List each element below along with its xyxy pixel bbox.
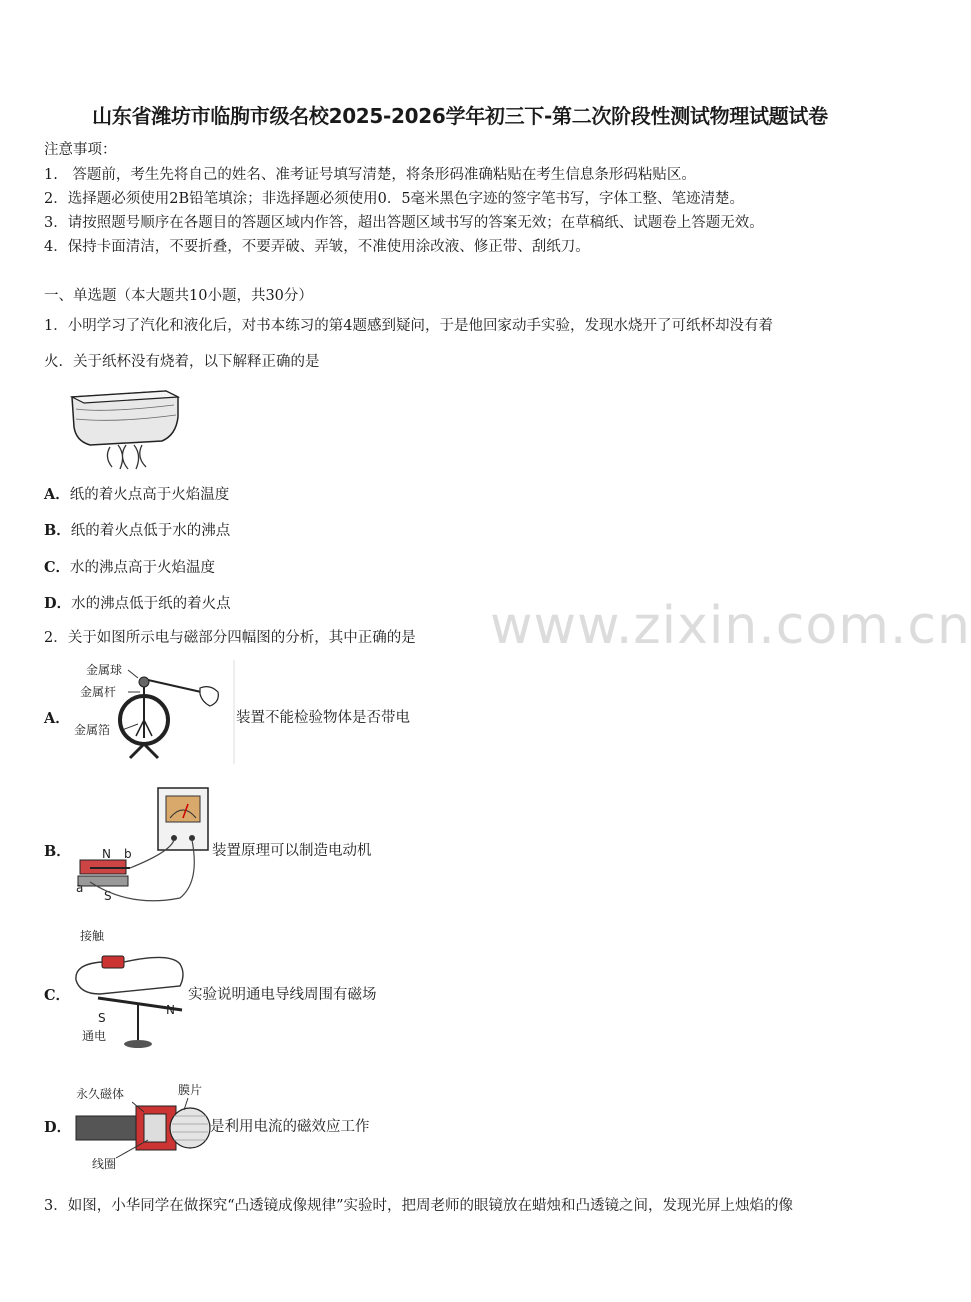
q2-option-a-label: A． <box>44 710 70 727</box>
q1-option-c[interactable] <box>44 556 215 577</box>
q2-stem: 2．关于如图所示电与磁部分四幅图的分析，其中正确的是 <box>44 630 416 646</box>
q1-option-c-text: 水的沸点高于火焰温度 <box>70 560 216 576</box>
q1-option-a-label: A． <box>44 486 70 503</box>
fig-c-label-s: S <box>98 1011 106 1025</box>
q1-option-d[interactable] <box>44 592 231 613</box>
fig-c-label-contact: 接触 <box>80 929 105 943</box>
page-title: 山东省潍坊市临朐市级名校2025-2026学年初三下-第二次阶段性测试物理试题试卷 <box>92 104 828 128</box>
watermark: www.zixin.com.cn <box>490 596 971 656</box>
q1-option-b-label: B． <box>44 522 71 539</box>
q1-option-a[interactable] <box>44 483 229 504</box>
fig-d-label-diaphragm: 膜片 <box>178 1083 203 1097</box>
q1-option-c-label: C． <box>44 559 71 576</box>
q1-stem-line1: 1．小明学习了汽化和液化后，对书本练习的第4题感到疑问，于是他回家动手实验，发现水烧开了可纸杯却没有着 <box>44 318 773 334</box>
notice-item-1: 1. 答题前，考生先将自己的姓名、准考证号填写清楚，将条形码准确粘贴在考生信息条形码粘贴区。 <box>44 167 696 183</box>
notice-heading: 注意事项： <box>44 142 117 158</box>
q2-option-b-text: 装置原理可以制造电动机 <box>212 843 372 859</box>
section-heading: 一、单选题（本大题共10小题，共30分） <box>44 288 313 304</box>
microphone-figure <box>70 1076 210 1176</box>
fig-b-label-b: b <box>124 847 132 861</box>
q2-option-d-label: D． <box>44 1119 72 1136</box>
notice-item-2: 2．选择题必须使用2B铅笔填涂；非选择题必须使用0．5毫米黑色字迹的签字笔书写，字体工整、笔迹清楚。 <box>44 191 745 207</box>
q2-option-a-text: 装置不能检验物体是否带电 <box>236 710 410 726</box>
oersted-figure <box>70 924 188 1056</box>
electroscope-figure <box>70 658 236 766</box>
q2-option-c-text: 实验说明通电导线周围有磁场 <box>188 987 377 1003</box>
q1-option-d-label: D． <box>44 595 72 612</box>
q1-option-b-text: 纸的着火点低于水的沸点 <box>70 523 231 539</box>
q1-option-d-text: 水的沸点低于纸的着火点 <box>71 596 231 612</box>
fig-d-label-magnet: 永久磁体 <box>76 1087 125 1101</box>
q2-option-c-label: C． <box>44 987 71 1004</box>
notice-item-3: 3．请按照题号顺序在各题目的答题区域内作答，超出答题区域书写的答案无效；在草稿纸、试题卷上答题无效。 <box>44 215 764 231</box>
induction-figure <box>70 782 212 910</box>
fig-d-label-coil: 线圈 <box>92 1157 117 1171</box>
fig-c-label-current: 通电 <box>82 1029 107 1043</box>
q2-option-b-label: B． <box>44 843 71 860</box>
fig-b-label-s: S <box>104 889 112 903</box>
q2-option-d-text: 是利用电流的磁效应工作 <box>210 1119 370 1135</box>
q1-stem-line2: 火．关于纸杯没有烧着，以下解释正确的是 <box>44 354 320 370</box>
fig-b-label-a: a <box>76 881 84 895</box>
fig-a-label-ball: 金属球 <box>86 663 123 677</box>
notice-item-4: 4．保持卡面清洁，不要折叠，不要弄破、弄皱，不准使用涂改液、修正带、刮纸刀。 <box>44 239 590 255</box>
fig-c-label-n: N <box>166 1003 175 1017</box>
fig-a-label-foil: 金属箔 <box>74 723 111 737</box>
q1-option-b[interactable] <box>44 519 230 540</box>
q1-option-a-text: 纸的着火点高于火焰温度 <box>69 487 230 503</box>
fig-b-label-n: N <box>102 847 111 861</box>
fig-a-label-rod: 金属杆 <box>80 685 117 699</box>
q3-stem-line1: 3．如图，小华同学在做探究“凸透镜成像规律”实验时，把周老师的眼镜放在蜡烛和凸透镜之间，发现光屏上烛焰的像 <box>44 1198 794 1214</box>
paper-cup-figure <box>66 383 182 473</box>
